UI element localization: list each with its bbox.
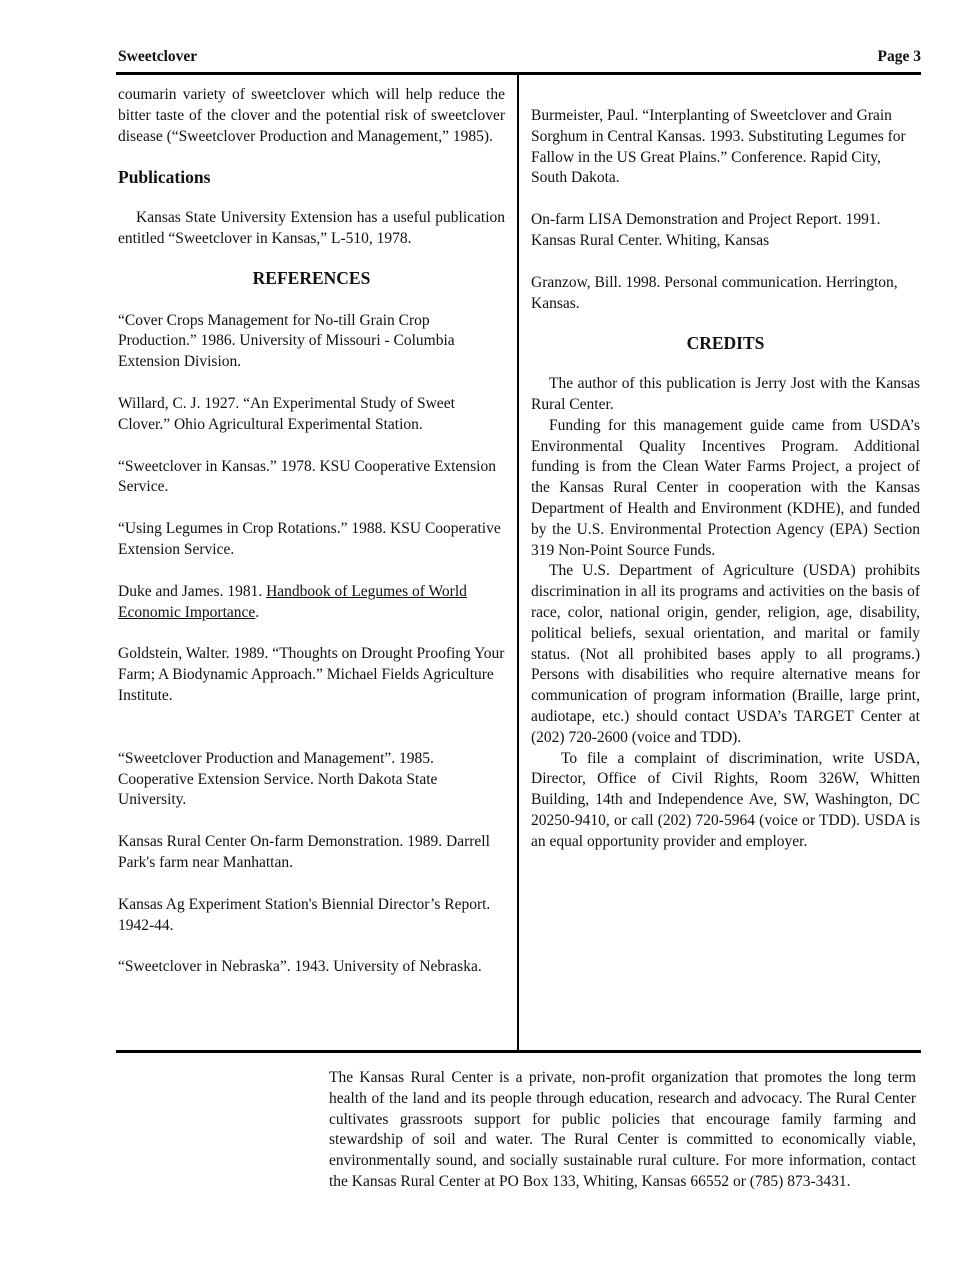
reference-item: “Sweetclover in Nebraska”. 1943. University of Nebraska. [118,958,482,976]
page-number: Page 3 [877,48,921,65]
credits-paragraph: To file a complaint of discrimination, write USDA, Director, Office of Civil Rights, Room 326W, Whitten Building, 14th and Independence Ave, SW, Washington, DC 20250-9410, or call (202) 720-5964 (voice or TDD). USDA is an equal opportunity provider and employer. [531,749,920,850]
reference-item: Kansas Ag Experiment Station's Biennial Director’s Report. 1942-44. [118,895,491,934]
credits-paragraph: The author of this publication is Jerry Jost with the Kansas Rural Center. [531,375,920,413]
footer-rule [116,1050,921,1053]
running-header [118,48,921,70]
reference-item: “Sweetclover Production and Management”. 1985. Cooperative Extension Service. North Dakota State University. [118,749,438,809]
reference-book-title: Handbook of Legumes of World Economic Importance [118,582,467,621]
credits-paragraph: The U.S. Department of Agriculture (USDA) prohibits discrimination in all its programs and activities on the basis of race, color, national origin, gender, religion, age, disability, political beliefs, sexual orientation, and marital or family status. (Not all prohibited bases apply to all programs.) Persons with disabilities who require alternative means for communication of program information (Braille, large print, audiotape, etc.) should contact USDA’s TARGET Center at (202) 720-2600 (voice and TDD). [531,562,920,746]
reference-item: Granzow, Bill. 1998. Personal communication. Herrington, Kansas. [531,273,898,312]
reference-item: “Using Legumes in Crop Rotations.” 1988. KSU Cooperative Extension Service. [118,520,501,558]
column-divider [517,74,519,1051]
reference-item: On-farm LISA Demonstration and Project Report. 1991. Kansas Rural Center. Whiting, Kansas [531,211,881,249]
credits-heading: CREDITS [686,333,765,354]
reference-item: Kansas Rural Center On-farm Demonstration. 1989. Darrell Park's farm near Manhattan. [118,833,490,871]
reference-item: Duke and James. 1981. Handbook of Legumes of World Economic Importance. [118,582,467,621]
footer-text: The Kansas Rural Center is a private, non-profit organization that promotes the long term health of the land and its people through education, research and advocacy. The Rural Center cultivates grassroots support for public policies that encourage family farming and stewardship of soil and water. The Rural Center is committed to economically viable, environmentally sound, and socially sustainable rural culture. For more information, contact the Kansas Rural Center at PO Box 133, Whiting, Kansas 66552 or (785) 873-3431. [329,1069,916,1190]
publications-heading: Publications [118,167,211,188]
reference-author: Duke and James. 1981. [118,582,267,600]
reference-item: Goldstein, Walter. 1989. “Thoughts on Drought Proofing Your Farm; A Biodynamic Approach.” Michael Fields Agriculture Institute. [118,645,505,704]
reference-item: Burmeister, Paul. “Interplanting of Sweetclover and Grain Sorghum in Central Kansas. 1993. Substituting Legumes for Fallow in the US Great Plains.” Conference. Rapid City, South Dakota. [531,107,906,187]
publications-text: Kansas State University Extension has a useful publication entitled “Sweetclover in Kansas,” L-510, 1978. [118,209,505,247]
intro-paragraph: coumarin variety of sweetclover which will help reduce the bitter taste of the clover and the potential risk of sweetclover disease (“Sweetclover Production and Management,” 1985). [118,86,505,145]
credits-paragraph: Funding for this management guide came from USDA’s Environmental Quality Incentives Program. Additional funding is from the Clean Water Farms Project, a project of the Kansas Rural Center in cooperation with the Kansas Department of Health and Environment (KDHE), and funded by the U.S. Environmental Protection Agency (EPA) Section 319 Non-Point Source Funds. [531,416,920,559]
reference-item: “Sweetclover in Kansas.” 1978. KSU Cooperative Extension Service. [118,457,496,496]
reference-item: Willard, C. J. 1927. “An Experimental Study of Sweet Clover.” Ohio Agricultural Experimental Station. [118,394,455,433]
reference-item: “Cover Crops Management for No-till Grain Crop Production.” 1986. University of Missouri - Columbia Extension Division. [118,311,455,371]
header-title: Sweetclover [118,48,198,65]
references-heading: REFERENCES [252,267,371,288]
right-column [531,106,920,853]
left-column [118,85,505,978]
